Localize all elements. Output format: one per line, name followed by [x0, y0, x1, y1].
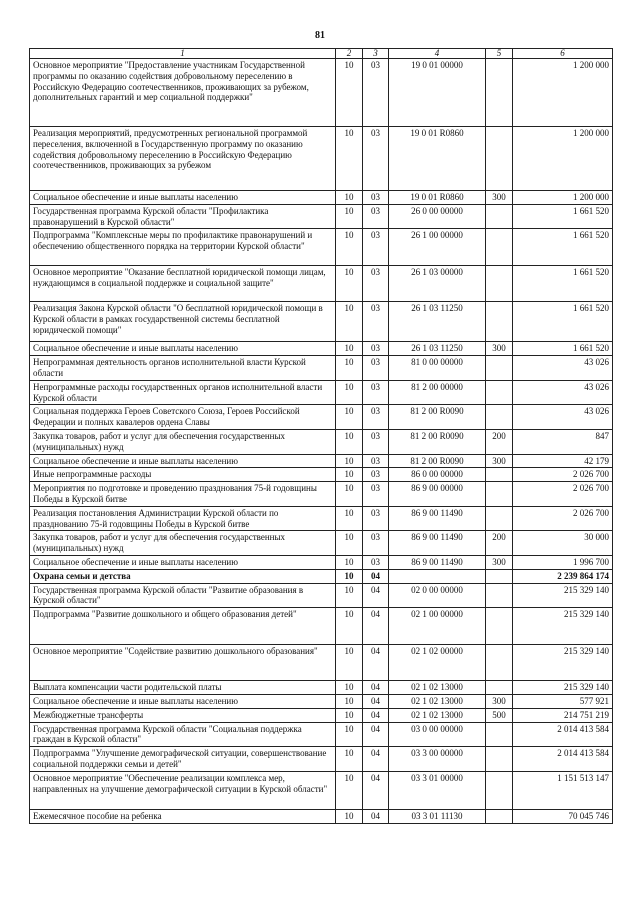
page-number: 81	[315, 30, 325, 41]
row-section: 10	[336, 302, 363, 342]
row-name: Социальное обеспечение и иные выплаты населению	[30, 342, 336, 356]
row-subsection: 04	[363, 645, 389, 681]
row-target-code: 26 1 03 11250	[389, 342, 486, 356]
row-target-code: 81 2 00 R0090	[389, 429, 486, 454]
table-row	[30, 356, 613, 381]
row-section: 10	[336, 468, 363, 482]
column-header-section: 2	[336, 49, 363, 59]
row-section: 10	[336, 482, 363, 507]
row-amount: 42 179	[513, 454, 613, 468]
row-subsection: 03	[363, 380, 389, 405]
table-row	[30, 569, 613, 583]
row-expense-type: 500	[486, 708, 513, 722]
row-amount: 2 026 700	[513, 482, 613, 507]
row-amount: 215 329 140	[513, 583, 613, 608]
row-target-code: 81 2 00 00000	[389, 380, 486, 405]
row-target-code: 02 1 00 00000	[389, 608, 486, 645]
table-row	[30, 555, 613, 569]
row-amount: 2 026 700	[513, 468, 613, 482]
row-name: Мероприятия по подготовке и проведению празднования 75-й годовщины Победы в Курской битве	[30, 482, 336, 507]
row-amount: 1 151 513 147	[513, 771, 613, 809]
row-amount: 214 751 219	[513, 708, 613, 722]
row-amount: 215 329 140	[513, 645, 613, 681]
table-row	[30, 681, 613, 695]
row-section: 10	[336, 645, 363, 681]
row-name: Иные непрограммные расходы	[30, 468, 336, 482]
row-target-code: 81 2 00 R0090	[389, 454, 486, 468]
table-row	[30, 342, 613, 356]
table-row	[30, 694, 613, 708]
row-amount: 215 329 140	[513, 608, 613, 645]
row-section: 10	[336, 771, 363, 809]
row-amount: 1 661 520	[513, 342, 613, 356]
table-row	[30, 482, 613, 507]
row-target-code: 26 0 00 00000	[389, 204, 486, 229]
row-amount: 43 026	[513, 356, 613, 381]
row-section: 10	[336, 191, 363, 205]
row-expense-type	[486, 266, 513, 302]
row-section: 10	[336, 429, 363, 454]
row-expense-type	[486, 482, 513, 507]
column-header-subsection: 3	[363, 49, 389, 59]
row-subsection: 03	[363, 482, 389, 507]
row-amount: 1 200 000	[513, 59, 613, 127]
row-name: Подпрограмма "Комплексные меры по профилактике правонарушений и обеспечению общественного порядка на территории Курской области"	[30, 229, 336, 266]
row-name: Основное мероприятие "Предоставление участникам Государственной программы по оказанию содействия добровольному переселению в Российскую Федерацию соотечественников, проживающих за рубежом, дополнительных гарантий и мер социальной поддержки"	[30, 59, 336, 127]
row-subsection: 03	[363, 454, 389, 468]
table-row	[30, 59, 613, 127]
table-row	[30, 531, 613, 556]
column-header-name: 1	[30, 49, 336, 59]
table-row	[30, 708, 613, 722]
row-name: Охрана семьи и детства	[30, 569, 336, 583]
row-name: Социальное обеспечение и иные выплаты населению	[30, 555, 336, 569]
budget-table	[29, 48, 613, 824]
row-subsection: 03	[363, 59, 389, 127]
table-row	[30, 809, 613, 823]
table-row	[30, 429, 613, 454]
row-section: 10	[336, 356, 363, 381]
row-expense-type: 300	[486, 454, 513, 468]
row-name: Реализация постановления Администрации Курской области по празднованию 75-й годовщины Победы в Курской битве	[30, 506, 336, 531]
row-name: Государственная программа Курской области "Развитие образования в Курской области"	[30, 583, 336, 608]
row-amount: 1 661 520	[513, 204, 613, 229]
row-target-code: 03 3 01 00000	[389, 771, 486, 809]
row-name: Непрограммные расходы государственных органов исполнительной власти Курской области	[30, 380, 336, 405]
row-expense-type: 200	[486, 531, 513, 556]
row-subsection: 03	[363, 555, 389, 569]
row-section: 10	[336, 608, 363, 645]
row-subsection: 03	[363, 531, 389, 556]
table-row	[30, 583, 613, 608]
row-expense-type	[486, 468, 513, 482]
row-subsection: 04	[363, 708, 389, 722]
row-amount: 1 996 700	[513, 555, 613, 569]
row-target-code: 86 9 00 11490	[389, 506, 486, 531]
row-name: Непрограммная деятельность органов исполнительной власти Курской области	[30, 356, 336, 381]
table-row	[30, 229, 613, 266]
row-name: Реализация мероприятий, предусмотренных региональной программой переселения, включенной в Государственную программу по оказанию содействия добровольному переселению в Российскую Федерацию соотечественников, проживающих за рубежом	[30, 127, 336, 191]
row-expense-type	[486, 809, 513, 823]
row-target-code: 86 0 00 00000	[389, 468, 486, 482]
row-expense-type	[486, 59, 513, 127]
row-name: Ежемесячное пособие на ребенка	[30, 809, 336, 823]
row-name: Государственная программа Курской области "Профилактика правонарушений в Курской области"	[30, 204, 336, 229]
row-section: 10	[336, 809, 363, 823]
row-expense-type	[486, 569, 513, 583]
table-row	[30, 454, 613, 468]
row-name: Основное мероприятие "Оказание бесплатной юридической помощи лицам, нуждающимся в социальной поддержке и социальной защите"	[30, 266, 336, 302]
row-expense-type: 300	[486, 555, 513, 569]
row-subsection: 03	[363, 429, 389, 454]
column-header-amount: 6	[513, 49, 613, 59]
row-amount: 43 026	[513, 405, 613, 430]
row-target-code: 81 2 00 R0090	[389, 405, 486, 430]
row-amount: 2 014 413 584	[513, 722, 613, 747]
row-name: Социальное обеспечение и иные выплаты населению	[30, 454, 336, 468]
table-row	[30, 266, 613, 302]
row-amount: 70 045 746	[513, 809, 613, 823]
row-name: Закупка товаров, работ и услуг для обеспечения государственных (муниципальных) нужд	[30, 531, 336, 556]
row-subsection: 03	[363, 342, 389, 356]
row-amount: 30 000	[513, 531, 613, 556]
row-section: 10	[336, 555, 363, 569]
row-target-code: 26 1 00 00000	[389, 229, 486, 266]
row-target-code: 86 9 00 11490	[389, 531, 486, 556]
row-amount: 2 026 700	[513, 506, 613, 531]
row-name: Социальное обеспечение и иные выплаты населению	[30, 191, 336, 205]
table-row	[30, 722, 613, 747]
row-subsection: 04	[363, 694, 389, 708]
row-section: 10	[336, 569, 363, 583]
table-row	[30, 771, 613, 809]
row-expense-type	[486, 229, 513, 266]
row-amount: 1 200 000	[513, 127, 613, 191]
row-name: Подпрограмма "Улучшение демографической ситуации, совершенствование социальной поддержки семьи и детей"	[30, 747, 336, 772]
row-subsection: 04	[363, 809, 389, 823]
row-subsection: 04	[363, 569, 389, 583]
row-target-code: 19 0 01 R0860	[389, 191, 486, 205]
row-subsection: 03	[363, 127, 389, 191]
row-subsection: 03	[363, 204, 389, 229]
row-target-code: 02 1 02 00000	[389, 645, 486, 681]
row-section: 10	[336, 531, 363, 556]
row-subsection: 03	[363, 266, 389, 302]
row-expense-type	[486, 771, 513, 809]
row-name: Основное мероприятие "Обеспечение реализации комплекса мер, направленных на улучшение демографической ситуации в Курской области"	[30, 771, 336, 809]
row-expense-type	[486, 583, 513, 608]
row-expense-type	[486, 127, 513, 191]
row-target-code: 02 1 02 13000	[389, 708, 486, 722]
row-section: 10	[336, 747, 363, 772]
row-name: Социальная поддержка Героев Советского Союза, Героев Российской Федерации и полных кавалеров ордена Славы	[30, 405, 336, 430]
row-section: 10	[336, 506, 363, 531]
row-target-code: 02 1 02 13000	[389, 694, 486, 708]
row-target-code	[389, 569, 486, 583]
row-target-code: 03 0 00 00000	[389, 722, 486, 747]
row-subsection: 03	[363, 468, 389, 482]
table-row	[30, 608, 613, 645]
row-subsection: 04	[363, 608, 389, 645]
row-expense-type: 300	[486, 342, 513, 356]
row-expense-type	[486, 405, 513, 430]
row-target-code: 02 1 02 13000	[389, 681, 486, 695]
table-row	[30, 747, 613, 772]
row-section: 10	[336, 342, 363, 356]
row-subsection: 04	[363, 747, 389, 772]
row-target-code: 81 0 00 00000	[389, 356, 486, 381]
row-expense-type	[486, 681, 513, 695]
row-amount: 1 661 520	[513, 302, 613, 342]
row-name: Государственная программа Курской области "Социальная поддержка граждан в Курской области"	[30, 722, 336, 747]
row-subsection: 03	[363, 405, 389, 430]
row-target-code: 03 3 01 11130	[389, 809, 486, 823]
row-amount: 1 661 520	[513, 266, 613, 302]
row-target-code: 19 0 01 R0860	[389, 127, 486, 191]
row-section: 10	[336, 204, 363, 229]
row-section: 10	[336, 380, 363, 405]
row-target-code: 03 3 00 00000	[389, 747, 486, 772]
row-expense-type	[486, 302, 513, 342]
row-section: 10	[336, 127, 363, 191]
row-expense-type	[486, 747, 513, 772]
row-target-code: 26 1 03 11250	[389, 302, 486, 342]
row-amount: 2 014 413 584	[513, 747, 613, 772]
row-subsection: 03	[363, 229, 389, 266]
row-subsection: 04	[363, 771, 389, 809]
row-section: 10	[336, 229, 363, 266]
row-section: 10	[336, 59, 363, 127]
row-subsection: 03	[363, 302, 389, 342]
table-row	[30, 506, 613, 531]
row-target-code: 19 0 01 00000	[389, 59, 486, 127]
row-name: Межбюджетные трансферты	[30, 708, 336, 722]
row-section: 10	[336, 405, 363, 430]
row-expense-type	[486, 608, 513, 645]
row-subsection: 04	[363, 722, 389, 747]
row-name: Выплата компенсации части родительской платы	[30, 681, 336, 695]
table-row	[30, 127, 613, 191]
row-expense-type	[486, 380, 513, 405]
row-section: 10	[336, 583, 363, 608]
row-section: 10	[336, 722, 363, 747]
row-target-code: 02 0 00 00000	[389, 583, 486, 608]
row-amount: 43 026	[513, 380, 613, 405]
row-expense-type	[486, 356, 513, 381]
row-expense-type: 300	[486, 191, 513, 205]
row-subsection: 04	[363, 681, 389, 695]
column-header-expense-type: 5	[486, 49, 513, 59]
row-subsection: 03	[363, 506, 389, 531]
row-name: Закупка товаров, работ и услуг для обеспечения государственных (муниципальных) нужд	[30, 429, 336, 454]
row-section: 10	[336, 681, 363, 695]
row-amount: 577 921	[513, 694, 613, 708]
row-name: Социальное обеспечение и иные выплаты населению	[30, 694, 336, 708]
row-expense-type	[486, 645, 513, 681]
row-amount: 215 329 140	[513, 681, 613, 695]
table-row	[30, 645, 613, 681]
row-amount: 1 200 000	[513, 191, 613, 205]
row-expense-type: 300	[486, 694, 513, 708]
row-expense-type	[486, 204, 513, 229]
row-name: Основное мероприятие "Содействие развитию дошкольного образования"	[30, 645, 336, 681]
table-row	[30, 191, 613, 205]
row-name: Реализация Закона Курской области "О бесплатной юридической помощи в Курской области в рамках государственной системы бесплатной юридической помощи"	[30, 302, 336, 342]
row-name: Подпрограмма "Развитие дошкольного и общего образования детей"	[30, 608, 336, 645]
row-amount: 1 661 520	[513, 229, 613, 266]
row-target-code: 86 9 00 11490	[389, 555, 486, 569]
row-section: 10	[336, 454, 363, 468]
row-target-code: 86 9 00 00000	[389, 482, 486, 507]
row-subsection: 04	[363, 583, 389, 608]
table-row	[30, 405, 613, 430]
row-target-code: 26 1 03 00000	[389, 266, 486, 302]
row-expense-type	[486, 506, 513, 531]
row-section: 10	[336, 694, 363, 708]
row-expense-type: 200	[486, 429, 513, 454]
row-amount: 847	[513, 429, 613, 454]
row-subsection: 03	[363, 191, 389, 205]
row-section: 10	[336, 266, 363, 302]
table-row	[30, 468, 613, 482]
row-amount: 2 239 864 174	[513, 569, 613, 583]
row-expense-type	[486, 722, 513, 747]
column-number-row	[30, 49, 613, 59]
table-row	[30, 380, 613, 405]
table-row	[30, 204, 613, 229]
table-row	[30, 302, 613, 342]
row-subsection: 03	[363, 356, 389, 381]
column-header-target-code: 4	[389, 49, 486, 59]
row-section: 10	[336, 708, 363, 722]
